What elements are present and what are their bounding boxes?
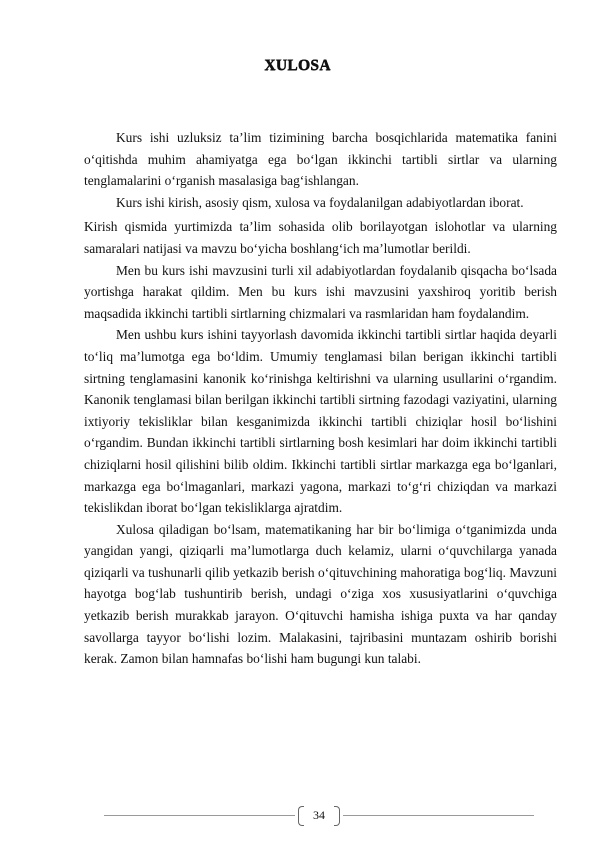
paragraph-introduction-summary: Kirish qismida yurtimizda ta’lim sohasida olib borilayotgan islohotlar va ularning samaralari natijasi va mavzu bo‘yicha boshlang‘ich ma’lumotlar berildi. bbox=[84, 219, 557, 256]
document-body bbox=[84, 127, 557, 670]
paragraph-findings: Men ushbu kurs ishini tayyorlash davomida ikkinchi tartibli sirtlar haqida deyarli to‘liq ma’lumotga ega bo‘ldim. Umumiy tenglamasi bilan berigan ikkinchi tartibli sirtning tenglamasini kanonik ko‘rinishga keltirishni va ularning usullarini o‘rgandim. Kanonik tenglamasi bilan berilgan ikkinchi tartibli sirtning fazodagi vaziyatini, ularning ixtiyoriy tekisliklar bilan kesganimizda ikkinchi tartibli chiziqlar hosil bo‘lishini o‘rgandim. Bundan ikkinchi tartibli sirtlarning bosh kesimlari har doim ikkinchi tartibli chiziqlarni hosil qilishini bilib oldim. Ikkinchi tartibli sirtlar markazga ega bo‘lganlari, markazga ega bo‘lmaganlari, markazi yagona, markazi to‘g‘ri chiziqdan va markazi tekislikdan iborat bo‘lgan tekisliklarga ajratdim. bbox=[84, 327, 557, 516]
paragraph-intro: Kurs ishi uzluksiz ta’lim tizimining barcha bosqichlarida matematika fanini o‘qitishda muhim ahamiyatga ega bo‘lgan ikkinchi tartibli sirtlar va ularning tenglamalarini o‘rganish masalasiga bag‘ishlangan. bbox=[84, 130, 557, 189]
paragraph-structure: Kurs ishi kirish, asosiy qism, xulosa va foydalanilgan adabiyotlardan iborat. bbox=[116, 194, 524, 210]
page-number: 34 bbox=[313, 808, 325, 822]
paragraph-conclusion: Xulosa qiladigan bo‘lsam, matematikaning har bir bo‘limiga o‘tganimizda unda yangidan yangi, qiziqarli ma’lumotlarga duch kelamiz, ularni o‘quvchilarga yanada qiziqarli va tushunarli qilib yetkazib berish o‘qituvchining mahoratiga bog‘liq. Mavzuni hayotga bog‘lab tushuntirib berish, undagi o‘ziga xos xususiyatlarini o‘quvchiga yetkazib berish murakkab jarayon. O‘qituvchi hamisha ishiga puxta va har qanday savollarga tayyor bo‘lishi lozim. Malakasini, tajribasini muntazam oshirib borishi kerak. Zamon bilan hamnafas bo‘lishi ham bugungi kun talabi. bbox=[84, 521, 557, 667]
page-number-bracket-right bbox=[334, 806, 340, 826]
page-footer bbox=[0, 806, 595, 826]
footer-rule-right bbox=[343, 815, 534, 816]
page-title: XULOSA bbox=[264, 57, 331, 74]
paragraph-sources: Men bu kurs ishi mavzusini turli xil adabiyotlardan foydalanib qisqacha bo‘lsada yortishga harakat qildim. Men bu kurs ishi mavzusini yaxshiroq yoritib berish maqsadida ikkinchi tartibli sirtlarning chizmalari va rasmlaridan ham foydalandim. bbox=[84, 262, 557, 321]
footer-rule-left bbox=[104, 815, 295, 816]
